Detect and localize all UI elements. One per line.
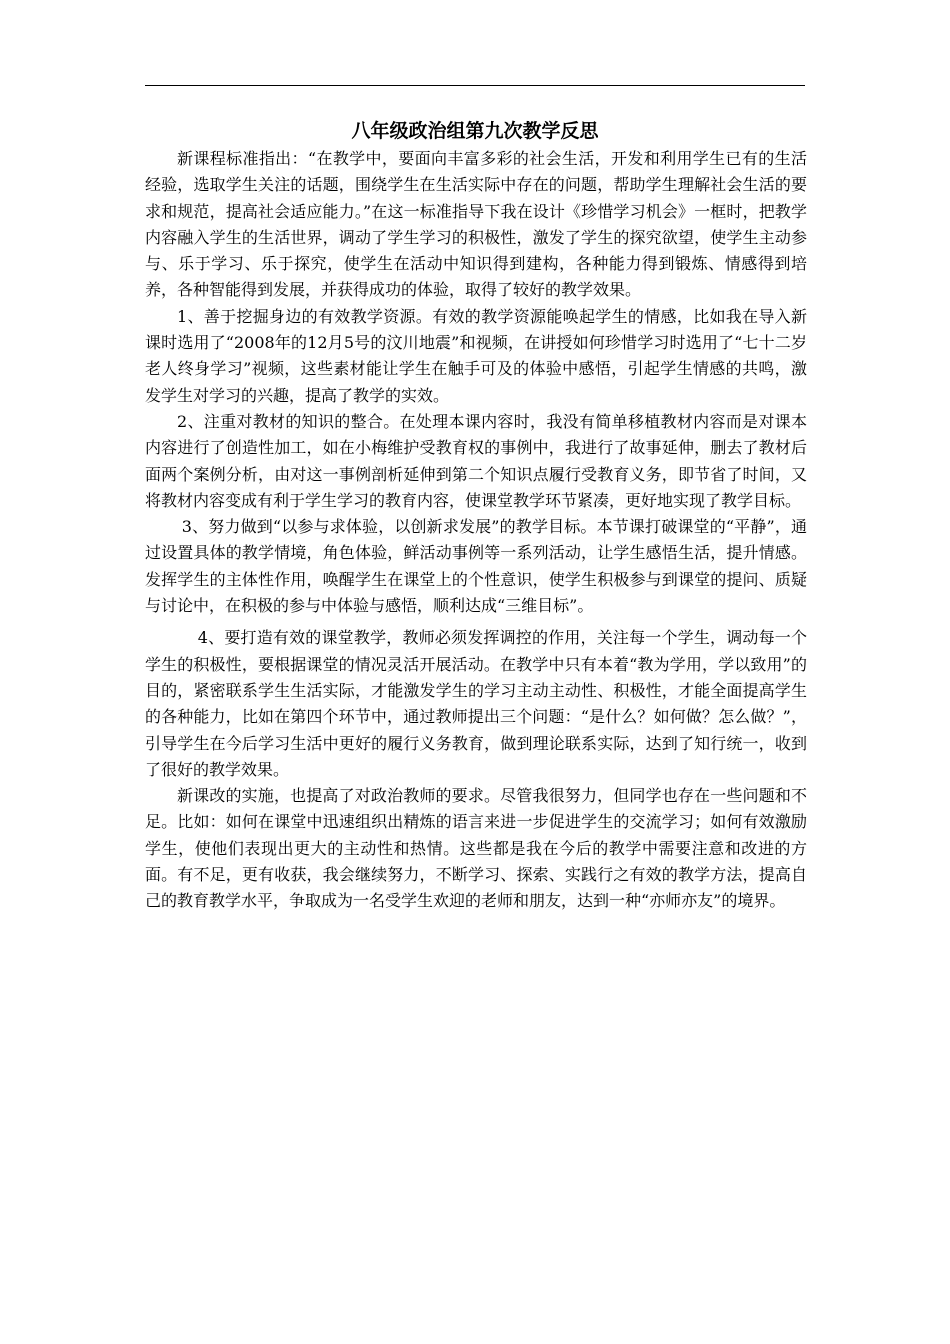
intro-paragraph: 新课程标准指出：“在教学中，要面向丰富多彩的社会生活，开发和利用学生已有的生活经验，选取学生关注的话题，围绕学生在生活实际中存在的问题，帮助学生理解社会生活的要求和规范，提高社会适应能力。”在这一标准指导下我在设计《珍惜学习机会》一框时，把教学内容融入学生的生活世界，调动了学生学习的积极性，激发了学生的探究欲望，使学生主动参与、乐于学习、乐于探究，使学生在活动中知识得到建构，各种能力得到锻炼、情感得到培养，各种智能得到发展，并获得成功的体验，取得了较好的教学效果。 [145,149,807,300]
document-title: 八年级政治组第九次教学反思 [351,120,599,142]
point-4-paragraph: 4、要打造有效的课堂教学，教师必须发挥调控的作用，关注每一个学生，调动每一个学生的积极性，要根据课堂的情况灵活开展活动。在教学中只有本着“教为学用，学以致用”的目的，紧密联系学生生活实际，才能激发学生的学习主动主动性、积极性，才能全面提高学生的各种能力，比如在第四个环节中，通过教师提出三个问题：“是什么？如何做？怎么做？”，引导学生在今后学习生活中更好的履行义务教育，做到理论联系实际，达到了知行统一，收到了很好的教学效果。 [145,628,807,779]
point-3-paragraph: 3、努力做到“以参与求体验，以创新求发展”的教学目标。本节课打破课堂的“平静”，通过设置具体的教学情境，角色体验，鲜活动事例等一系列活动，让学生感悟生活，提升情感。发挥学生的主体性作用，唤醒学生在课堂上的个性意识，使学生积极参与到课堂的提问、质疑与讨论中，在积极的参与中体验与感悟，顺利达成“三维目标”。 [145,517,807,616]
point-2-paragraph: 2、注重对教材的知识的整合。在处理本课内容时，我没有简单移植教材内容而是对课本内容进行了创造性加工，如在小梅维护受教育权的事例中，我进行了故事延伸，删去了教材后面两个案例分析，由对这一事例剖析延伸到第二个知识点履行受教育义务，即节省了时间，又将教材内容变成有利于学生学习的教育内容，使课堂教学环节紧凑，更好地实现了教学目标。 [145,411,807,510]
document-body [145,146,807,915]
conclusion-paragraph: 新课改的实施，也提高了对政治教师的要求。尽管我很努力，但同学也存在一些问题和不足。比如：如何在课堂中迅速组织出精炼的语言来进一步促进学生的交流学习；如何有效激励学生，使他们表现出更大的主动性和热情。这些都是我在今后的教学中需要注意和改进的方面。有不足，更有收获，我会继续努力，不断学习、探索、实践行之有效的教学方法，提高自己的教育教学水平，争取成为一名受学生欢迎的老师和朋友，达到一种“亦师亦友”的境界。 [145,786,807,911]
point-1-paragraph: 1、善于挖掘身边的有效教学资源。有效的教学资源能唤起学生的情感，比如我在导入新课时选用了“2008年的12月5号的汶川地震”和视频，在讲授如何珍惜学习时选用了“七十二岁老人终身学习”视频，这些素材能让学生在触手可及的体验中感悟，引起学生情感的共鸣，激发学生对学习的兴趣，提高了教学的实效。 [145,306,807,405]
header-rule [145,85,805,86]
